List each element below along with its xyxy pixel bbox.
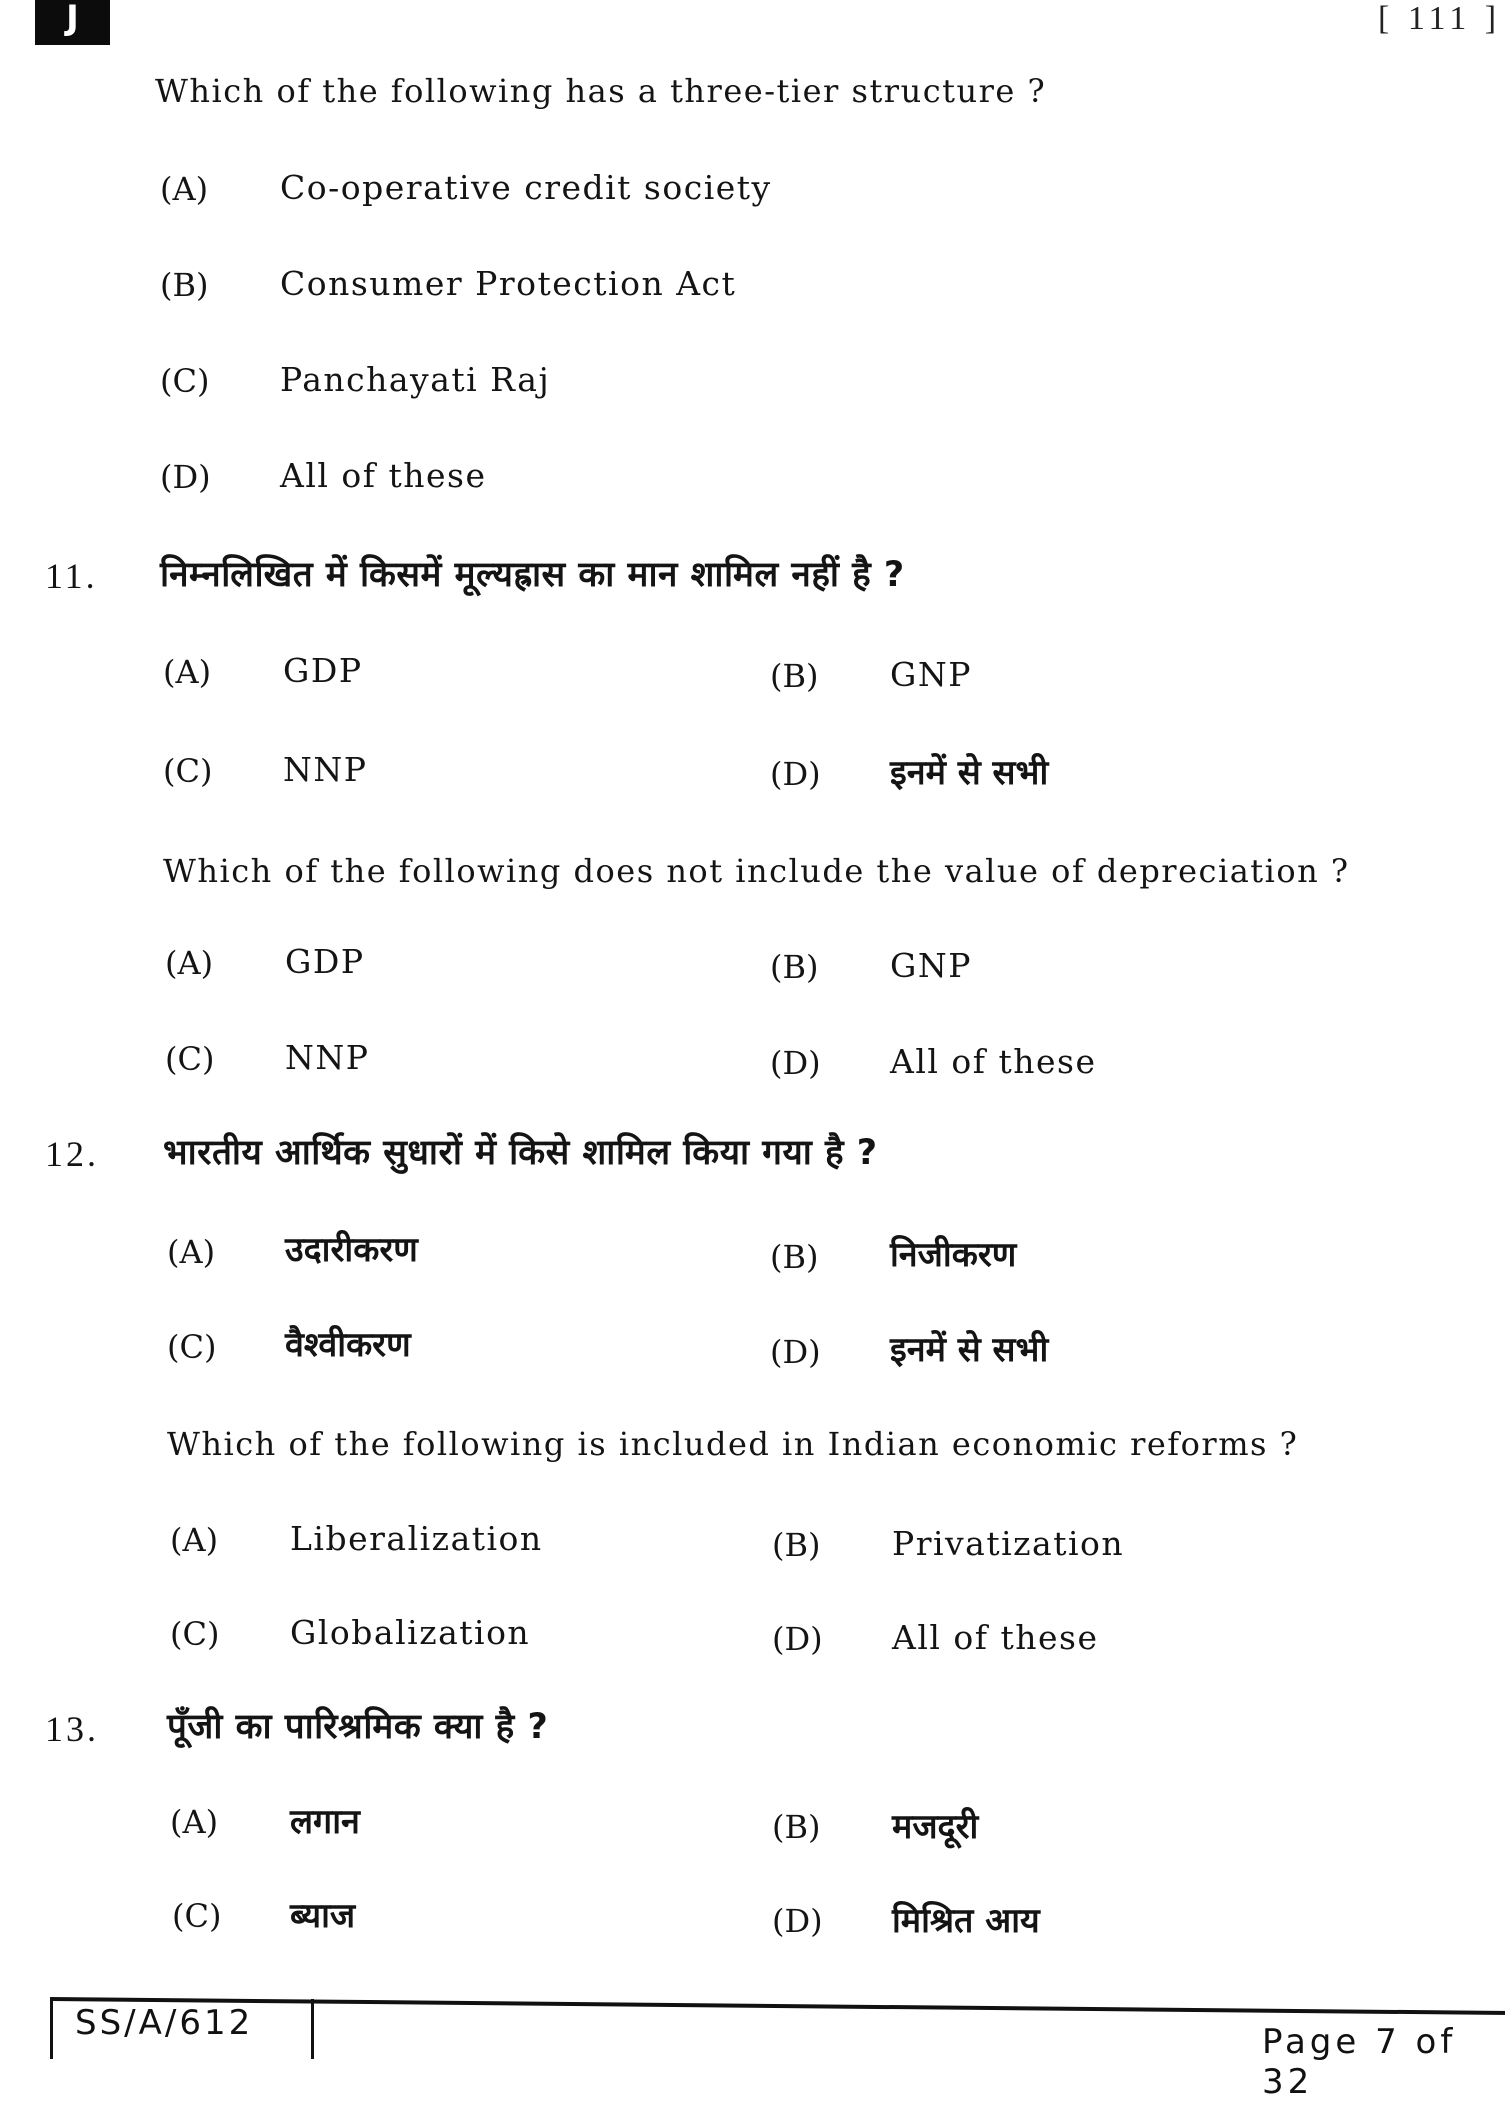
q11-en-option-a-text: GDP [285,942,365,981]
q12-hi-option-a-text: उदारीकरण [285,1230,418,1270]
q11-en-option-c-label: (C) [165,1040,215,1078]
q11-hi-option-b-text: GNP [890,655,972,694]
q13-option-a-text: लगान [290,1802,360,1842]
q11-en-option-b-label: (B) [770,948,819,986]
q11-hi-option-c-text: NNP [283,750,368,789]
q13-option-c-text: ब्याज [290,1896,356,1936]
q12-hi-option-d-text: इनमें से सभी [890,1330,1049,1370]
q11-hi-option-a-text: GDP [283,651,363,690]
question-13-stem-hi: पूँजी का पारिश्रमिक क्या है ? [167,1707,549,1747]
q10-option-a-text: Co-operative credit society [280,168,772,207]
q12-en-option-d-text: All of these [892,1618,1099,1657]
q13-option-d-label: (D) [772,1902,823,1940]
q13-option-d-text: मिश्रित आय [892,1901,1040,1941]
paper-code: SS/A/612 [75,2003,254,2043]
q11-en-option-a-label: (A) [165,944,214,982]
q13-option-b-text: मजदूरी [892,1807,979,1847]
q11-hi-option-a-label: (A) [163,653,212,691]
q11-hi-option-d-label: (D) [770,755,821,793]
q13-option-b-label: (B) [772,1808,821,1846]
q10-option-c-label: (C) [160,362,210,400]
q11-en-option-d-text: All of these [890,1042,1097,1081]
q10-option-b-text: Consumer Protection Act [280,264,737,303]
q12-hi-option-a-label: (A) [167,1233,216,1271]
q12-en-option-c-text: Globalization [290,1613,531,1652]
q13-option-c-label: (C) [172,1897,222,1935]
q10-option-c-text: Panchayati Raj [280,360,551,399]
question-12-stem-hi: भारतीय आर्थिक सुधारों में किसे शामिल किया गया है ? [163,1133,878,1173]
question-12-number: 12. [45,1134,99,1174]
q11-hi-option-b-label: (B) [770,657,819,695]
q12-en-option-a-label: (A) [170,1521,219,1559]
q10-option-d-label: (D) [160,458,211,496]
q12-hi-option-c-label: (C) [167,1328,217,1366]
page-indicator: Page 7 of 32 [1262,2022,1457,2102]
q12-en-option-b-label: (B) [772,1526,821,1564]
q11-hi-option-d-text: इनमें से सभी [890,753,1049,793]
question-11-stem-hi: निम्नलिखित में किसमें मूल्यह्रास का मान शामिल नहीं है ? [160,555,905,595]
question-11-number: 11. [45,556,98,596]
q12-hi-option-c-text: वैश्वीकरण [285,1325,411,1365]
q12-hi-option-b-label: (B) [770,1238,819,1276]
q11-en-option-c-text: NNP [285,1038,370,1077]
question-12-stem-en: Which of the following is included in Indian economic reforms ? [167,1425,1299,1463]
question-13-number: 13. [45,1709,99,1749]
q10-option-a-label: (A) [160,170,209,208]
q11-hi-option-c-label: (C) [163,752,213,790]
page-code: [ 111 ] [1378,0,1502,37]
q12-en-option-d-label: (D) [772,1620,823,1658]
q12-hi-option-d-label: (D) [770,1333,821,1371]
set-badge: J [35,0,110,45]
q12-en-option-a-text: Liberalization [290,1519,543,1558]
q13-option-a-label: (A) [170,1803,219,1841]
q10-option-b-label: (B) [160,266,209,304]
q12-hi-option-b-text: निजीकरण [890,1235,1017,1275]
question-10-stem-en: Which of the following has a three-tier structure ? [155,72,1047,110]
q11-en-option-d-label: (D) [770,1044,821,1082]
q10-option-d-text: All of these [280,456,487,495]
q11-en-option-b-text: GNP [890,946,972,985]
question-11-stem-en: Which of the following does not include the value of depreciation ? [163,852,1350,890]
q12-en-option-c-label: (C) [170,1615,220,1653]
q12-en-option-b-text: Privatization [892,1524,1125,1563]
